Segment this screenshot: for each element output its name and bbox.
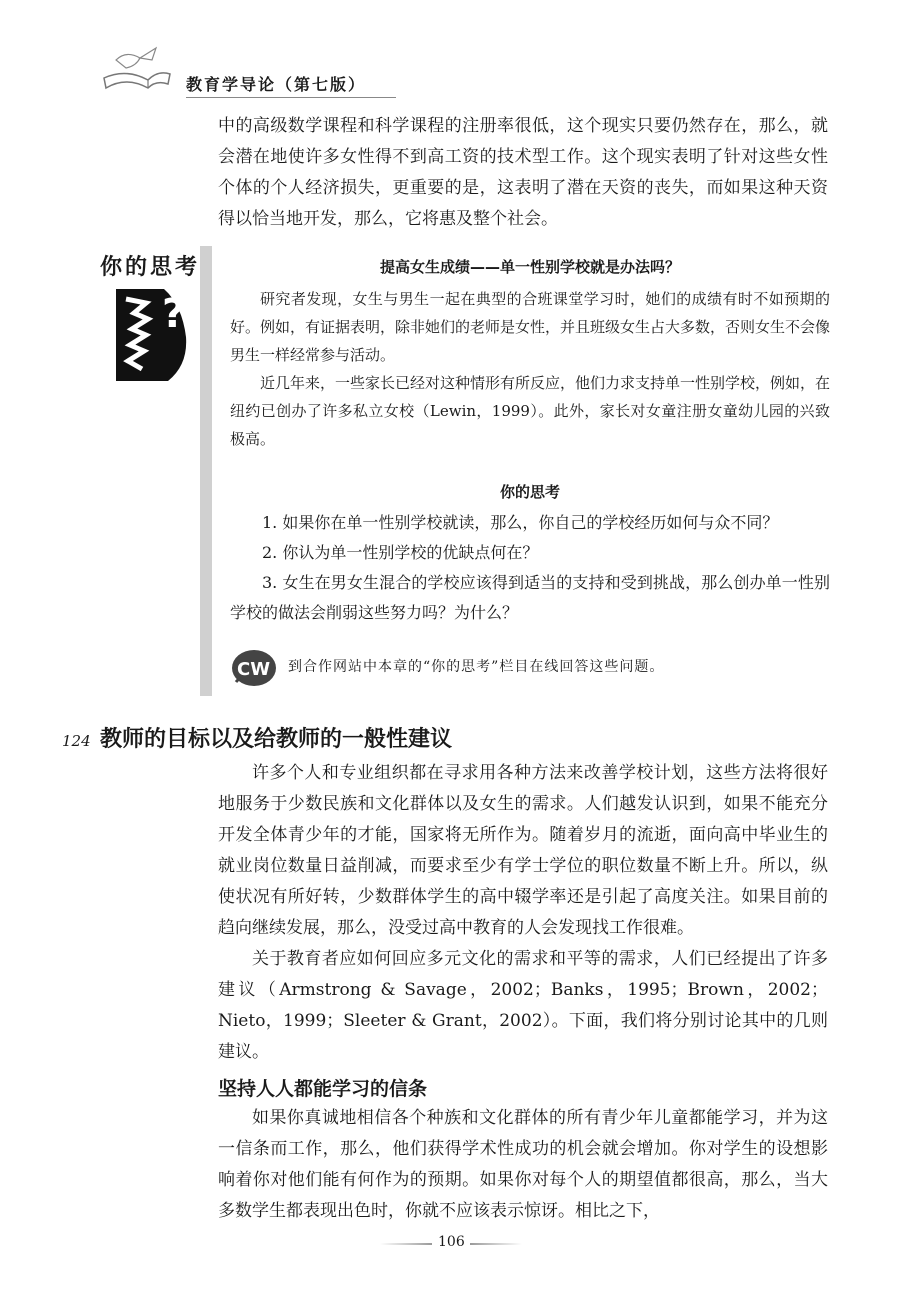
subsection-title: 坚持人人都能学习的信条 <box>218 1078 428 1100</box>
footer-ornament-right <box>470 1243 522 1245</box>
book-logo-icon <box>96 40 176 100</box>
svg-text:CW: CW <box>237 659 271 680</box>
subsection-body <box>218 1103 828 1227</box>
header-divider <box>186 97 396 98</box>
footer-ornament-left <box>380 1243 432 1245</box>
cw-note-text: 到合作网站中本章的“你的思考”栏目在线回答这些问题。 <box>288 659 665 675</box>
sidebar-label: 你的思考 <box>100 255 201 280</box>
body-paragraph: 如果你真诚地相信各个种族和文化群体的所有青少年儿童都能学习，并为这一信条而工作，那么，他们获得学术性成功的机会就会增加。你对学生的设想影响着你对他们能有何作为的预期。如果你对每个人的期望值都很高，那么，当大多数学生都表现出色时，你就不应该表示惊讶。相比之下， <box>218 1108 828 1221</box>
margin-page-number: 124 <box>62 732 91 750</box>
question-item: 3. 女生在男女生混合的学校应该得到适当的支持和受到挑战，那么创办单一性别学校的做法会削弱这些努力吗？为什么？ <box>230 573 830 622</box>
book-title: 教育学导论（第七版） <box>186 75 367 94</box>
sidebar-box <box>200 246 840 696</box>
page-footer <box>380 1232 520 1256</box>
question-item: 2. 你认为单一性别学校的优缺点何在？ <box>262 543 539 562</box>
section-title-text: 教师的目标以及给教师的一般性建议 <box>100 727 453 752</box>
cw-icon <box>230 642 278 690</box>
questions-heading: 你的思考 <box>499 483 560 501</box>
question-item: 1. 如果你在单一性别学校就读，那么，你自己的学校经历如何与众不同？ <box>262 513 779 532</box>
body-paragraph: 许多个人和专业组织都在寻求用各种方法来改善学校计划，这些方法将很好地服务于少数民族和文化群体以及女生的需求。人们越发认识到，如果不能充分开发全体青少年的才能，国家将无所作为。随着岁月的流逝，面向高中毕业生的就业岗位数量日益削减，而要求至少有学士学位的职位数量不断上升。所以，纵使状况有所好转，少数群体学生的高中辍学率还是引起了高度关注。如果目前的趋向继续发展，那么，没受过高中教育的人会发现找工作很难。 <box>218 763 828 938</box>
sidebar-heading: 提高女生成绩——单一性别学校就是办法吗？ <box>379 258 680 276</box>
thinking-head-icon <box>112 285 194 385</box>
sidebar-paragraph: 近几年来，一些家长已经对这种情形有所反应，他们力求支持单一性别学校，例如，在纽约已创办了许多私立女校（Lewin，1999）。此外，家长对女童注册女童幼儿园的兴致极高。 <box>230 374 831 448</box>
cw-note-row <box>230 642 664 690</box>
page-number: 106 <box>438 1234 465 1250</box>
section-body <box>218 758 828 1068</box>
sidebar-paragraph: 研究者发现，女生与男生一起在典型的合班课堂学习时，她们的成绩有时不如预期的好。例如，有证据表明，除非她们的老师是女性，并且班级女生占大多数，否则女生不会像男生一样经常参与活动。 <box>230 290 831 364</box>
intro-paragraph: 中的高级数学课程和科学课程的注册率很低，这个现实只要仍然存在，那么，就会潜在地使许多女性得不到高工资的技术型工作。这个现实表明了针对这些女性个体的个人经济损失，更重要的是，这表明了潜在天资的丧失，而如果这种天资得以恰当地开发，那么，它将惠及整个社会。 <box>218 116 828 229</box>
sidebar-content <box>230 246 830 628</box>
body-paragraph: 关于教育者应如何回应多元文化的需求和平等的需求，人们已经提出了许多建议（Armstrong & Savage，2002；Banks，1995；Brown，2002；Nieto，1999；Sleeter & Grant，2002）。下面，我们将分别讨论其中的几则建议。 <box>218 949 828 1062</box>
svg-text:?: ? <box>162 291 186 337</box>
section-title <box>100 722 452 753</box>
